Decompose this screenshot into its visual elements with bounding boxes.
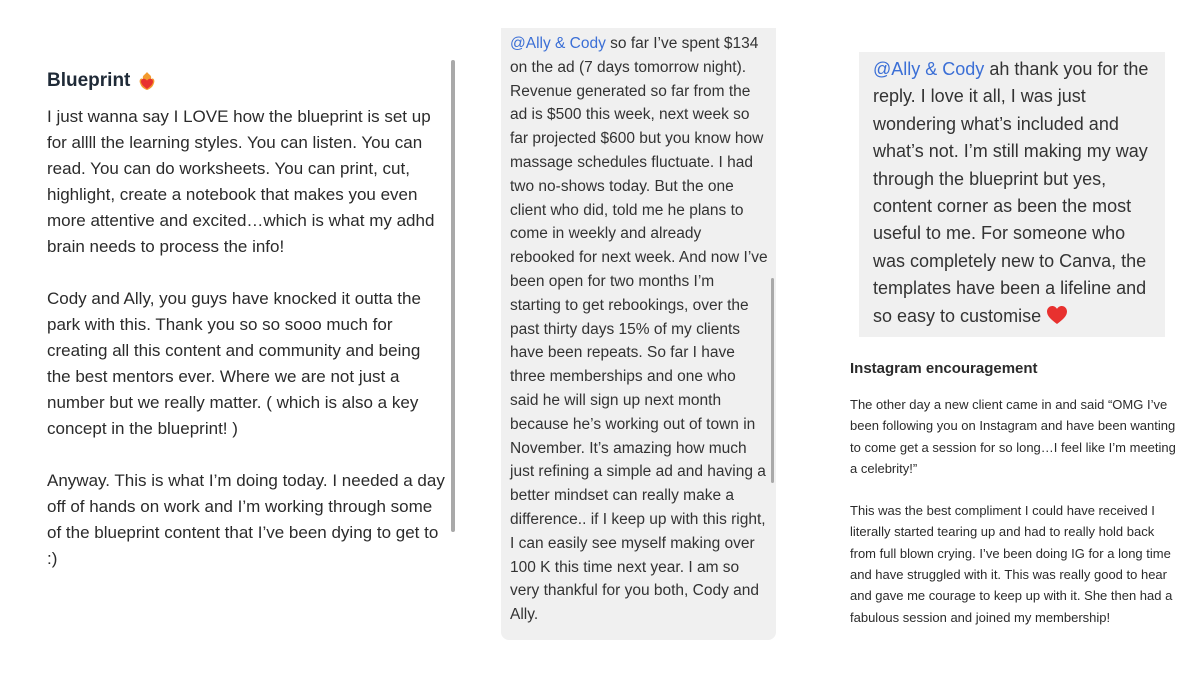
mention-link[interactable]: @Ally & Cody [510,35,606,52]
red-heart-icon [1046,305,1068,325]
post-paragraph: I just wanna say I LOVE how the blueprint is set up for allll the learning styles. You can listen. You can read. You can do worksheets. You can print, cut, highlight, create a notebook that makes you even more attentive and excited…which is what my adhd brain needs to process the info! [47,107,435,256]
post-paragraph: The other day a new client came in and said “OMG I’ve been following you on Instagram and have been wanting to come get a session for so long…I feel like I’m meeting a celebrity!” [850,397,1176,476]
scrollbar[interactable] [451,60,455,532]
heart-on-fire-icon [136,70,158,92]
reply-bubble [859,52,1165,337]
post-paragraph: Anyway. This is what I’m doing today. I needed a day off of hands on work and I’m working through some of the blueprint content that I’ve been dying to get to :) [47,471,445,568]
mention-link[interactable]: @Ally & Cody [873,59,985,79]
post-paragraph: This was the best compliment I could have received I literally started tearing up and had to really hold back from full blown crying. I’ve been doing IG for a long time and have struggled with it. This was really good to hear and gave me courage to keep up with it. She then had a fabulous session and joined my membership! [850,503,1173,625]
post-paragraph: Cody and Ally, you guys have knocked it outta the park with this. Thank you so so sooo much for creating all this content and community and being the best mentors ever. Where we are not just a number but we really matter. ( which is also a key concept in the blueprint! ) [47,289,421,438]
testimonial-instagram [850,360,1180,628]
scrollbar[interactable] [771,278,774,483]
reply-body: ah thank you for the reply. I love it all, I was just wondering what’s included and what’s not. I’m still making my way through the blueprint but yes, content corner as been the most useful to me. For someone who was completely new to Canva, the templates have been a lifeline and so easy to customise [873,59,1149,326]
comment-body: so far I’ve spent $134 on the ad (7 days tomorrow night). Revenue generated so far from the ad is $500 this week, next week so far projected $600 but you know how massage schedules fluctuate. I had two no-shows today. But the one client who did, told me he plans to come in weekly and already rebooked for next week. And now I’ve been open for two months I’m starting to get rebookings, over the past thirty days 15% of my clients have been repeats. So far I have three memberships and one who said he will sign up next month because he’s working out of town in November. It’s amazing how much just refining a simple ad and having a better mindset can really make a difference.. if I keep up with this right, I can easily see myself making over 100 K this time next year. I am so very thankful for you both, Cody and Ally. [510,35,768,624]
comment-text [510,32,768,627]
reply-text [873,56,1161,330]
testimonial-blueprint [47,66,447,572]
post-title: Blueprint [47,70,131,91]
comment-bubble [501,28,776,640]
post-title: Instagram encouragement [850,360,1038,377]
